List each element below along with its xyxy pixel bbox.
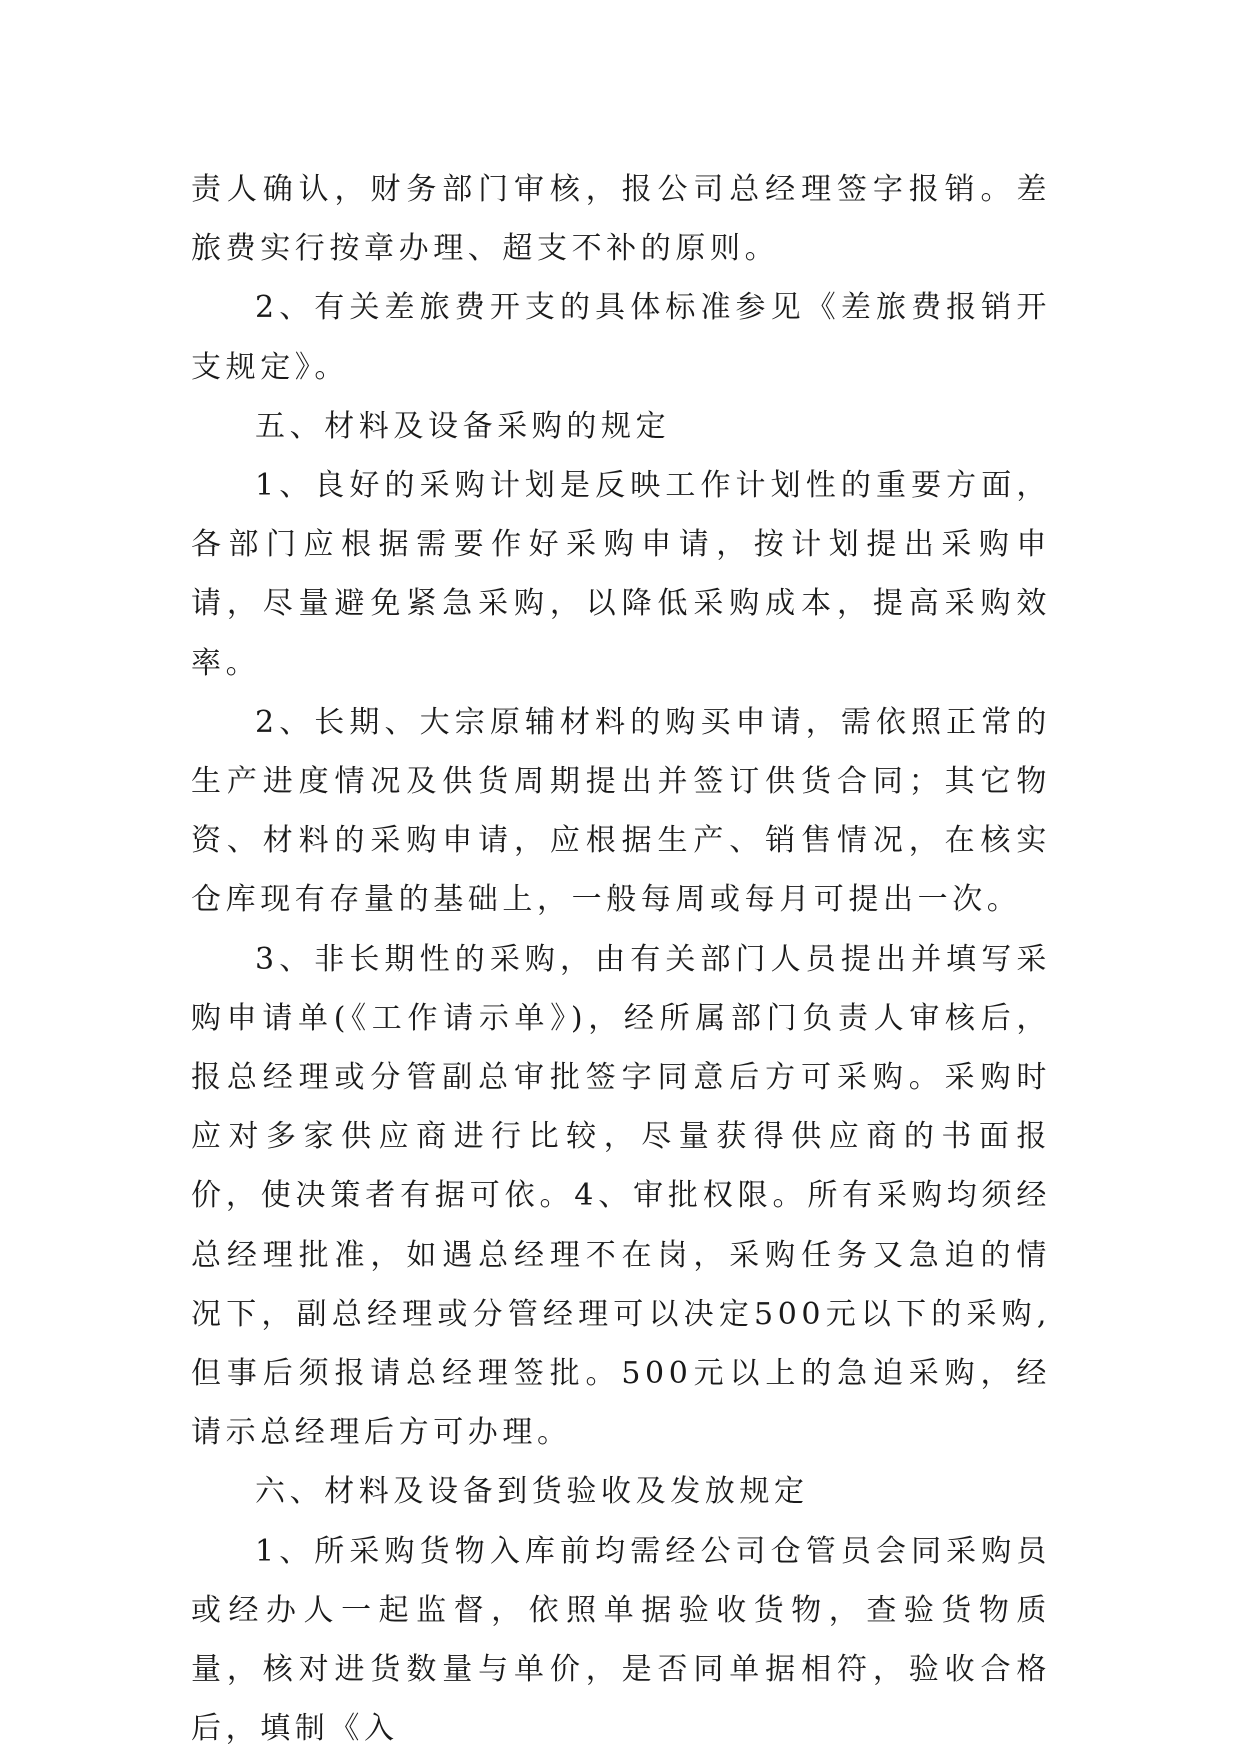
paragraph-continuation: 责人确认，财务部门审核，报公司总经理签字报销。差旅费实行按章办理、超支不补的原则。	[191, 172, 1051, 267]
paragraph-item: 1、所采购货物入库前均需经公司仓管员会同采购员或经办人一起监督，依照单据验收货物，查验货物质量，核对进货数量与单价，是否同单据相符，验收合格后，填制《入	[191, 1533, 1051, 1747]
document-body	[191, 160, 1051, 1758]
paragraph-item: 2、有关差旅费开支的具体标准参见《差旅费报销开支规定》。	[191, 290, 1051, 385]
section-heading: 六、材料及设备到货验收及发放规定	[255, 1474, 809, 1510]
section-heading: 五、材料及设备采购的规定	[255, 408, 671, 444]
paragraph-item: 2、长期、大宗原辅材料的购买申请，需依照正常的生产进度情况及供货周期提出并签订供货合同；其它物资、材料的采购申请，应根据生产、销售情况，在核实仓库现有存量的基础上，一般每周或每月可提出一次。	[191, 704, 1051, 918]
paragraph-item: 3、非长期性的采购，由有关部门人员提出并填写采购申请单(《工作请示单》)，经所属部门负责人审核后，报总经理或分管副总审批签字同意后方可采购。采购时应对多家供应商进行比较，尽量获得供应商的书面报价，使决策者有据可依。4、审批权限。所有采购均须经总经理批准，如遇总经理不在岗，采购任务又急迫的情况下，副总经理或分管经理可以决定500元以下的采购,但事后须报请总经理签批。500元以上的急迫采购，经请示总经理后方可办理。	[191, 941, 1051, 1451]
paragraph-item: 1、良好的采购计划是反映工作计划性的重要方面，各部门应根据需要作好采购申请，按计划提出采购申请，尽量避免紧急采购，以降低采购成本，提高采购效率。	[191, 468, 1051, 681]
